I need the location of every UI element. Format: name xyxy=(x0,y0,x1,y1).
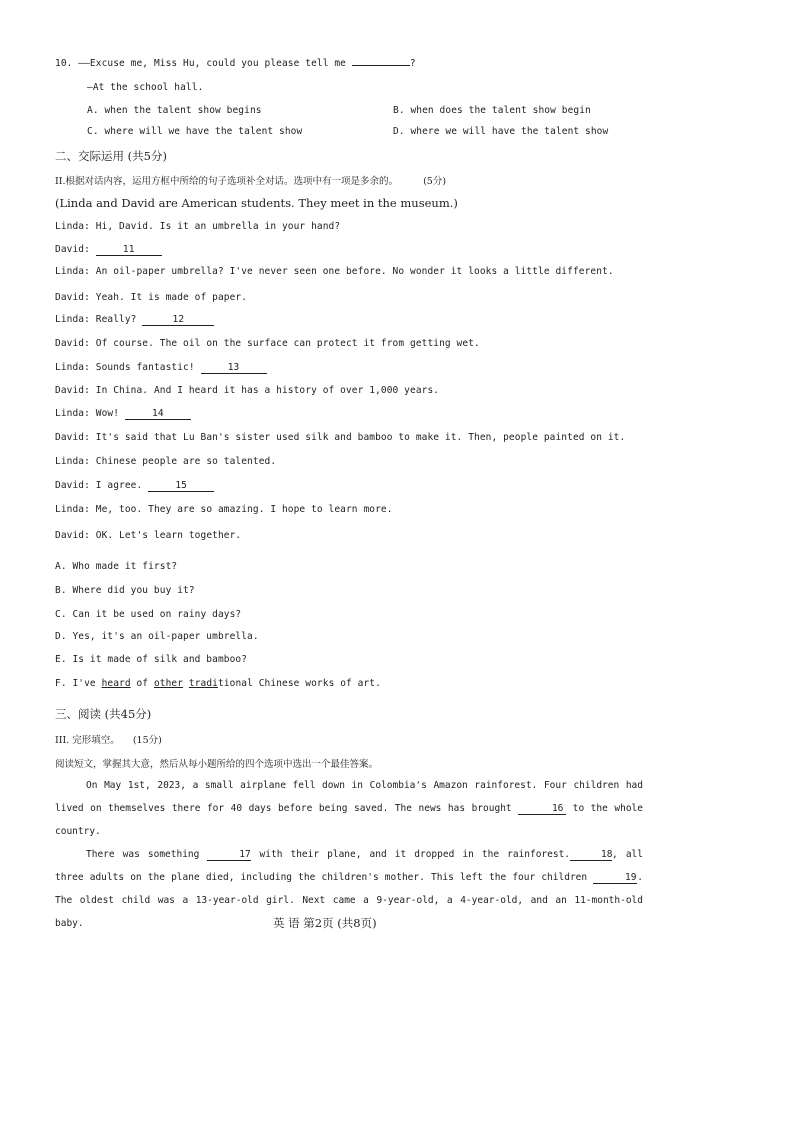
blank-18: 18 xyxy=(570,849,612,861)
choice-item: E. Is it made of silk and bamboo? xyxy=(55,654,248,665)
dialogue-line xyxy=(55,266,614,277)
section-2-title: 二、交际运用 (共5分) xyxy=(55,149,167,163)
line-text: An oil-paper umbrella? I've never seen one before. No wonder it looks a little different. xyxy=(95,266,614,277)
underlined-word: tradi xyxy=(188,678,218,689)
choice-f xyxy=(55,678,381,689)
question-number: 10. xyxy=(55,58,73,69)
blank-11: 11 xyxy=(96,244,162,256)
dialogue-line xyxy=(55,292,247,303)
speaker: David: xyxy=(55,530,90,541)
dialogue-line xyxy=(55,408,191,420)
passage-text: to the whole country. xyxy=(55,803,643,837)
blank-12: 12 xyxy=(142,314,214,326)
blank-13: 13 xyxy=(201,362,267,374)
paragraph-1 xyxy=(55,774,643,843)
reading-passage xyxy=(55,774,643,935)
section-3-instruction: 阅读短文，掌握其大意，然后从每小题所给的四个选项中选出一个最佳答案。 xyxy=(55,759,379,770)
line-text: In China. And I heard it has a history of over 1,000 years. xyxy=(95,385,440,396)
dialogue-line xyxy=(55,221,340,232)
blank-16: 16 xyxy=(518,803,566,815)
answer-blank xyxy=(352,65,410,66)
section-3-title: 三、阅读 (共45分) xyxy=(55,707,152,721)
section-3-subtitle xyxy=(55,732,162,746)
choice-f-text: of xyxy=(130,678,154,689)
passage-text: with their plane, and it dropped in the rainforest. xyxy=(259,849,571,860)
passage-text: There was something xyxy=(86,849,200,860)
blank-19: 19 xyxy=(593,872,637,884)
speaker: Linda: xyxy=(55,408,90,419)
line-text: It's said that Lu Ban's sister used silk and bamboo to make it. Then, people painted on it. xyxy=(95,432,626,443)
passage-text: , all three adults on the plane died, including the children's mother. This left the four children xyxy=(55,849,643,883)
blank-17: 17 xyxy=(207,849,251,861)
choice-item: D. Yes, it's an oil-paper umbrella. xyxy=(55,631,259,642)
choice-item: B. Where did you buy it? xyxy=(55,585,195,596)
question-text: ——Excuse me, Miss Hu, could you please tell me xyxy=(78,58,346,69)
dialogue-line xyxy=(55,244,162,256)
line-text: Chinese people are so talented. xyxy=(95,456,277,467)
line-text: Sounds fantastic! xyxy=(95,362,195,373)
speaker: David: xyxy=(55,338,90,349)
question-end: ? xyxy=(409,58,416,69)
option-d: D. where we will have the talent show xyxy=(393,126,609,137)
speaker: David: xyxy=(55,244,90,255)
speaker: Linda: xyxy=(55,314,90,325)
choice-f-text: tional Chinese works of art. xyxy=(218,678,381,689)
option-b: B. when does the talent show begin xyxy=(393,105,591,116)
option-a: A. when the talent show begins xyxy=(87,105,262,116)
line-text: Wow! xyxy=(95,408,120,419)
choice-item: C. Can it be used on rainy days? xyxy=(55,609,242,620)
dialogue-line xyxy=(55,314,214,326)
option-c: C. where will we have the talent show xyxy=(87,126,303,137)
blank-14: 14 xyxy=(125,408,191,420)
dialogue-context: (Linda and David are American students. They meet in the museum.) xyxy=(55,196,458,210)
dialogue-line xyxy=(55,338,480,349)
dialogue-line xyxy=(55,432,625,443)
question-10 xyxy=(55,58,416,69)
speaker: Linda: xyxy=(55,266,90,277)
dialogue-line xyxy=(55,504,393,515)
speaker: David: xyxy=(55,385,90,396)
line-text: OK. Let's learn together. xyxy=(95,530,242,541)
choice-f-text: F. I've xyxy=(55,678,102,689)
speaker: Linda: xyxy=(55,456,90,467)
speaker: Linda: xyxy=(55,221,90,232)
section-2-instruction xyxy=(55,173,446,187)
speaker: David: xyxy=(55,480,90,491)
blank-15: 15 xyxy=(148,480,214,492)
underlined-word: other xyxy=(153,678,184,689)
dialogue-line xyxy=(55,385,439,396)
dialogue-line xyxy=(55,530,241,541)
speaker: David: xyxy=(55,432,90,443)
question-10-answer: —At the school hall. xyxy=(87,82,204,93)
speaker: David: xyxy=(55,292,90,303)
line-text: I agree. xyxy=(95,480,143,491)
subtitle-text: III. 完形填空。 xyxy=(55,735,120,746)
dialogue-line xyxy=(55,456,276,467)
speaker: Linda: xyxy=(55,504,90,515)
instruction-text: II.根据对话内容，运用方框中所给的句子选项补全对话。选项中有一项是多余的。 xyxy=(55,176,399,187)
dialogue-line xyxy=(55,480,214,492)
line-text: Of course. The oil on the surface can protect it from getting wet. xyxy=(95,338,480,349)
score-text: (5分) xyxy=(423,176,447,187)
passage-text: On May 1st, 2023, a small airplane fell down in Colombia's Amazon rainforest. Four children had lived on themselves there for 40 days before being saved. The news has brought xyxy=(55,780,643,814)
speaker: Linda: xyxy=(55,362,90,373)
line-text: Me, too. They are so amazing. I hope to learn more. xyxy=(95,504,393,515)
score-text: (15分) xyxy=(132,735,162,746)
underlined-word: heard xyxy=(101,678,131,689)
line-text: Yeah. It is made of paper. xyxy=(95,292,248,303)
page-footer: 英 语 第2页 (共8页) xyxy=(273,916,377,930)
passage-text: . The oldest child was a 13-year-old girl. Next came a 9-year-old, a 4-year-old, and an 11-month-old baby. xyxy=(55,872,643,929)
line-text: Really? xyxy=(95,314,137,325)
dialogue-line xyxy=(55,362,267,374)
choice-item: A. Who made it first? xyxy=(55,561,178,572)
line-text: Hi, David. Is it an umbrella in your hand? xyxy=(95,221,341,232)
